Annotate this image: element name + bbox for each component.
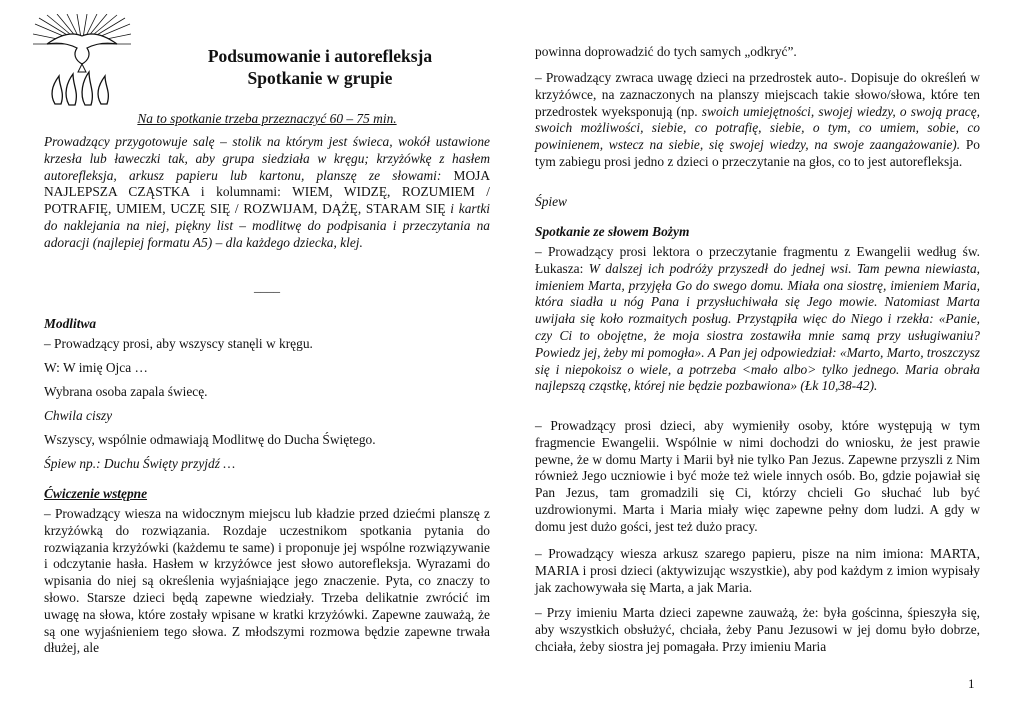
discussion-paragraph: – Prowadzący prosi dzieci, aby wymieniły osoby, które występują w tym fragmencie Ewangelii. Wspólnie w nimi dochodzi do wniosku, że jest prawie pewne, że w domu Marty i Marii był nie tylko Pan Jezus. Zapewne przyszli z Nim również Jego uczniowie i być może też wiele innych osób. Bo, gdzie pojawiał się Pan Jezus, tam gromadzili się Ci, którzy chcieli Go słuchać lub być uzdrowionymi. Marta i Maria miały więc zapewne pełny dom ludzi. A gdy w domu jest dużo gości, jest też dużo pracy. <box>535 418 980 534</box>
page-number: 1 <box>968 676 975 691</box>
auto-text-a: – Prowadzący zwraca uwagę dzieci na przedrostek auto-. Dopisuje do określeń w krzyżówce, na zaznaczonych na planszy miejscach takie słowo/słowa, które ten przedrostek wyeksponują (np. <box>535 70 980 119</box>
intro-text-c: i kartki do naklejania na niej, piękny list – modlitwę do podpisania i przeczytania na adoracji (najlepiej formatu A5) – dla każdego dziecka, klej. <box>44 201 490 250</box>
page-subtitle: Spotkanie w grupie <box>247 68 393 88</box>
prayer-line: W: W imię Ojca … <box>44 360 148 375</box>
auto-prefix-paragraph <box>535 70 980 171</box>
intro-text-b: MOJA NAJLEPSZA CZĄSTKA i kolumnami: WIEM, WIDZĘ, ROZUMIEM / POTRAFIĘ, UMIEM, UCZĘ SIĘ / ROZWIJAM, DĄŻĘ, STARAM SIĘ <box>44 167 490 217</box>
word-of-god-heading: Spotkanie ze słowem Bożym <box>535 224 690 239</box>
prayer-line: – Prowadzący prosi, aby wszyscy stanęli w kręgu. <box>44 336 313 351</box>
song-label: Śpiew <box>535 194 567 209</box>
intro-text-a: Prowadzący przygotowuje salę – stolik na którym jest świeca, wokół ustawione krzesła lub ławeczki tak, aby grupa siedziała w kręgu; krzyżówkę z hasłem autorefleksja, arkusz papieru lub kartonu, planszę ze słowami: <box>44 134 490 183</box>
names-paragraph: – Prowadzący wiesza arkusz szarego papieru, pisze na nim imiona: MARTA, MARIA i prosi dzieci (aktywizując wszystkie), aby pod każdym z imion wypisały jak zachowywała się Marta, a jak Maria. <box>535 546 980 595</box>
continuation-line: powinna doprowadzić do tych samych „odkryć”. <box>535 44 797 59</box>
gospel-reading-paragraph <box>535 244 980 395</box>
separator: ____ <box>254 279 280 294</box>
auto-text-c: Po tym zabiegu prosi jedno z dzieci o przeczytanie na głos, co to jest autorefleksja. <box>535 137 980 169</box>
exercise-paragraph: – Prowadzący wiesza na widocznym miejscu lub kładzie przed dziećmi planszę z krzyżówką do rozwiązania. Rozdaje uczestnikom spotkania pytania do rozwiązania krzyżówki (każdemu te same) i proponuje jej wspólne rozwiązywanie i odczytanie hasła. Hasłem w krzyżówce jest słowo autorefleksja. Wyrazami do wpisania do niej są określenia wyjaśniające jego znaczenie. Pyta, co znaczy to słowo. Starsze dzieci będą zapewne wiedziały. Trzeba delikatnie zwrócić im uwagę na słowa, które zostały wpisane w kratki krzyżówki. Zapewne zauważą, że są one wyjaśnieniem tego słowa. Z młodszymi rozmowa będzie zapewne trwała dłużej, ale <box>44 506 490 656</box>
dove-holy-spirit-icon <box>33 14 131 106</box>
marta-paragraph: – Przy imieniu Marta dzieci zapewne zauważą, że: była gościnna, śpieszyła się, aby wszystkich obsłużyć, chciała, żeby Panu Jezusowi w jej domu było dobrze, chciała, żeby siostra jej pomagała. Przy imieniu Maria <box>535 605 980 654</box>
exercise-heading: Ćwiczenie wstępne <box>44 486 148 501</box>
intro-paragraph <box>44 134 490 252</box>
time-note: Na to spotkanie trzeba przeznaczyć 60 – 75 min. <box>137 111 397 126</box>
page-title: Podsumowanie i autorefleksja <box>207 46 433 66</box>
prayer-line: Wybrana osoba zapala świecę. <box>44 384 208 399</box>
reading-text: W dalszej ich podróży przyszedł do jednej wsi. Tam pewna niewiasta, imieniem Marta, przyjęła Go do swego domu. Miała ona siostrę, imieniem Maria, która siadła u nóg Pana i przysłuchiwała się Jego mowie. Natomiast Marta uwijała się koło rozmaitych posług. Przystąpiła więc do Niego i rzekła: «Panie, czy Ci to obojętne, że moja siostra zostawiła mnie samą przy usługiwaniu? Powiedz jej, żeby mi pomogła». A Pan jej odpowiedział: «Marto, Marto, troszczysz się i niepokoisz o wiele, a potrzeba <mało albo> tylko jednego. Maria obrała najlepszą cząstkę, której nie będzie pozbawiona» (Łk 10,38-42). <box>535 260 980 394</box>
auto-text-b: swoich umiejętności, swojej wiedzy, o swoją pracę, swoich możliwości, siebie, co potrafię, siebie, o tym, co umiem, sobie, co powinienem, wstecz na siebie, się swojej wiedzy, na swoje zaangażowanie). <box>535 103 981 153</box>
prayer-line: Śpiew np.: Duchu Święty przyjdź … <box>44 456 236 471</box>
prayer-line: Wszyscy, wspólnie odmawiają Modlitwę do Ducha Świętego. <box>44 432 376 447</box>
prayer-line: Chwila ciszy <box>44 408 113 423</box>
prayer-heading: Modlitwa <box>44 316 97 331</box>
reading-intro: – Prowadzący prosi lektora o przeczytanie fragmentu z Ewangelii według św. Łukasza: <box>535 244 980 276</box>
